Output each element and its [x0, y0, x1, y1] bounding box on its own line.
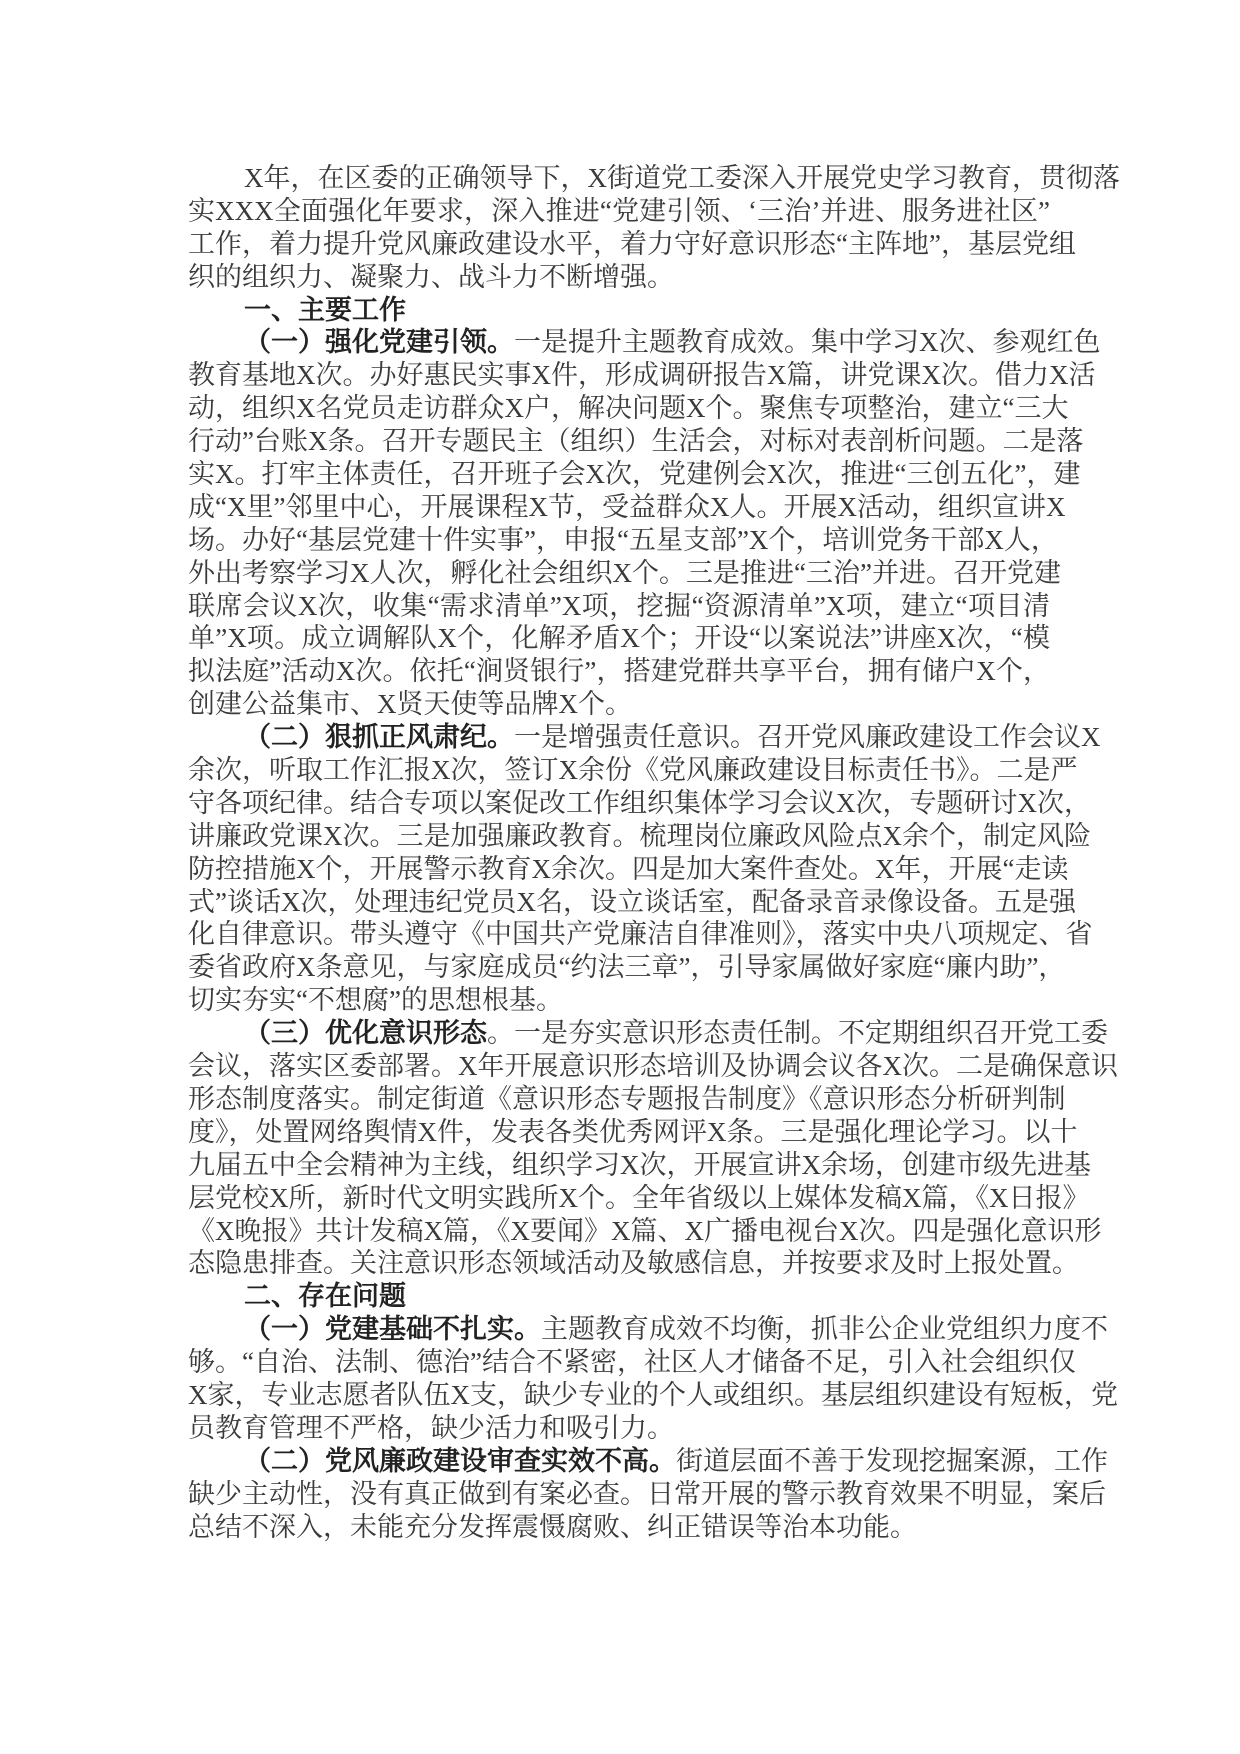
line-text: 形态制度落实。制定街道《意识形态专题报告制度》《意识形态分析研判制 — [188, 1083, 1066, 1114]
paragraph-line — [188, 359, 1096, 392]
paragraph-line — [188, 425, 1084, 458]
paragraph-line — [188, 688, 1050, 721]
paragraph-line — [188, 1182, 1090, 1215]
line-text: 余次，听取工作汇报X次，签订X余份《党风廉政建设目标责任书》。二是严 — [188, 755, 1078, 786]
line-text: 式”谈话X次，处理违纪党员X名，设立谈话室，配备录音录像设备。五是强 — [188, 886, 1076, 917]
line-text: 一是增强责任意识。召开党风廉政建设工作会议X — [514, 722, 1101, 753]
line-text: 实XXX全面强化年要求，深入推进“党建引领、‘三治’并进、服务进社区” — [188, 195, 1050, 226]
paragraph-line — [188, 590, 1050, 623]
paragraph-lead-bold: （二）狠抓正风肃纪。 — [244, 722, 514, 753]
paragraph-line — [188, 853, 1069, 886]
paragraph-line — [188, 1379, 1118, 1412]
paragraph-line — [188, 1116, 1078, 1149]
line-text: 动，组织X名党员走访群众X户，解决问题X个。聚焦专项整治，建立“三大 — [188, 393, 1069, 424]
paragraph-line — [188, 557, 1061, 590]
line-text: 委省政府X条意见，与家庭成员“约法三章”，引导家属做好家庭“廉内助”， — [188, 952, 1066, 983]
line-text: 织的组织力、凝聚力、战斗力不断增强。 — [188, 261, 674, 292]
paragraph-line — [188, 1313, 1108, 1346]
paragraph — [188, 1313, 1118, 1445]
paragraph-line — [188, 754, 1078, 787]
line-text: 。一是夯实意识形态责任制。不定期组织召开党工委 — [487, 1018, 1108, 1049]
line-text: 缺少主动性，没有真正做到有案必查。日常开展的警示教育效果不明显，案后 — [188, 1478, 1106, 1509]
paragraph-line — [188, 886, 1076, 919]
paragraph-line — [188, 1478, 1106, 1511]
paragraph-line — [188, 1215, 1102, 1248]
paragraph-line — [188, 721, 1101, 754]
paragraph-line — [188, 195, 1050, 228]
paragraph-line — [188, 918, 1093, 951]
paragraph-lead-bold: （一）强化党建引领。 — [244, 327, 514, 358]
document-body — [188, 162, 1120, 1543]
line-text: 守各项纪律。结合专项以案促改工作组织集体学习会议X次，专题研讨X次， — [188, 787, 1091, 818]
paragraph-lead-bold: （一）党建基础不扎实。 — [244, 1314, 541, 1345]
line-text: 切实夯实“不想腐”的思想根基。 — [188, 985, 563, 1016]
line-text: 态隐患排查。关注意识形态领域活动及敏感信息，并按要求及时上报处置。 — [188, 1248, 1079, 1279]
paragraph-line — [188, 458, 1081, 491]
line-text: 主题教育成效不均衡，抓非公企业党组织力度不 — [541, 1314, 1108, 1345]
paragraph-line — [188, 622, 1050, 655]
line-text: 行动”台账X条。召开专题民主（组织）生活会，对标对表剖析问题。二是落 — [188, 426, 1084, 457]
paragraph — [188, 162, 1120, 294]
line-text: 度》，处置网络舆情X件，发表各类优秀网评X条。三是强化理论学习。以十 — [188, 1116, 1078, 1147]
line-text: 讲廉政党课X次。三是加强廉政教育。梳理岗位廉政风险点X余个，制定风险 — [188, 820, 1091, 851]
paragraph-line — [188, 984, 1050, 1017]
paragraph-line — [188, 1050, 1118, 1083]
line-text: 会议，落实区委部署。X年开展意识形态培训及协调会议各X次。二是确保意识 — [188, 1051, 1118, 1082]
paragraph-line — [188, 326, 1101, 359]
paragraph-line — [188, 1149, 1091, 1182]
paragraph-line — [188, 787, 1091, 820]
line-text: 够。“自治、法制、德治”结合不紧密，社区人才储备不足，引入社会组织仅 — [188, 1347, 1076, 1378]
paragraph-line — [188, 1412, 1050, 1445]
line-text: 拟法庭”活动X次。依托“涧贤银行”，搭建党群共享平台，拥有储户X个， — [188, 656, 1050, 687]
paragraph-line — [188, 1017, 1108, 1050]
paragraph-line — [188, 228, 1076, 261]
line-text: 总结不深入，未能充分发挥震慑腐败、纠正错误等治本功能。 — [188, 1511, 917, 1542]
section-heading: 二、存在问题 — [244, 1281, 406, 1312]
paragraph — [188, 721, 1101, 1017]
paragraph-line — [188, 1247, 1079, 1280]
line-text: 创建公益集市、X贤天使等品牌X个。 — [188, 689, 632, 720]
paragraph-line — [188, 392, 1069, 425]
paragraph-line — [188, 1445, 1108, 1478]
line-text: 街道层面不善于发现挖掘案源，工作 — [676, 1445, 1108, 1476]
paragraph-lead-bold: （三）优化意识形态 — [244, 1018, 487, 1049]
line-text: 《X晚报》共计发稿X篇，《X要闻》X篇、X广播电视台X次。四是强化意识形 — [188, 1215, 1102, 1246]
paragraph-line — [188, 162, 1120, 195]
paragraph-line — [188, 261, 1050, 294]
paragraph — [188, 326, 1101, 721]
line-text: 实X。打牢主体责任，召开班子会X次，党建例会X次，推进“三创五化”，建 — [188, 459, 1081, 490]
paragraph-line — [188, 820, 1091, 853]
paragraph-line — [188, 655, 1050, 688]
line-text: 一是提升主题教育成效。集中学习X次、参观红色 — [514, 327, 1101, 358]
line-text: 单”X项。成立调解队X个，化解矛盾X个；开设“以案说法”讲座X次，“模 — [188, 623, 1050, 654]
line-text: 联席会议X次，收集“需求清单”X项，挖掘“资源清单”X项，建立“项目清 — [188, 590, 1050, 621]
line-text: 外出考察学习X人次，孵化社会组织X个。三是推进“三治”并进。召开党建 — [188, 557, 1061, 588]
paragraph-line — [188, 1346, 1076, 1379]
line-text: X家，专业志愿者队伍X支，缺少专业的个人或组织。基层组织建设有短板，党 — [188, 1379, 1118, 1410]
line-text: 工作，着力提升党风廉政建设水平，着力守好意识形态“主阵地”，基层党组 — [188, 228, 1076, 259]
line-text: 成“X里”邻里中心，开展课程X节，受益群众X人。开展X活动，组织宣讲X — [188, 491, 1066, 522]
line-text: 员教育管理不严格，缺少活力和吸引力。 — [188, 1412, 674, 1443]
paragraph-line — [188, 1083, 1066, 1116]
paragraph-line — [188, 524, 1058, 557]
paragraph-line — [188, 491, 1066, 524]
section-heading: 一、主要工作 — [244, 294, 406, 325]
line-text: 场。办好“基层党建十件实事”，申报“五星支部”X个，培训党务干部X人， — [188, 524, 1058, 555]
paragraph — [188, 1017, 1118, 1280]
line-text: 九届五中全会精神为主线，组织学习X次，开展宣讲X余场，创建市级先进基 — [188, 1149, 1091, 1180]
line-text: 防控措施X个，开展警示教育X余次。四是加大案件查处。X年，开展“走读 — [188, 853, 1069, 884]
line-text: 教育基地X次。办好惠民实事X件，形成调研报告X篇，讲党课X次。借力X活 — [188, 360, 1096, 391]
paragraph-line — [188, 951, 1066, 984]
line-text: 化自律意识。带头遵守《中国共产党廉洁自律准则》，落实中央八项规定、省 — [188, 919, 1093, 950]
paragraph-lead-bold: （二）党风廉政建设审查实效不高。 — [244, 1445, 676, 1476]
line-text: 层党校X所，新时代文明实践所X个。全年省级以上媒体发稿X篇，《X日报》 — [188, 1182, 1090, 1213]
paragraph — [188, 1445, 1108, 1544]
paragraph-line — [188, 1511, 1050, 1544]
line-text: X年，在区委的正确领导下，X街道党工委深入开展党史学习教育，贯彻落 — [244, 163, 1120, 193]
